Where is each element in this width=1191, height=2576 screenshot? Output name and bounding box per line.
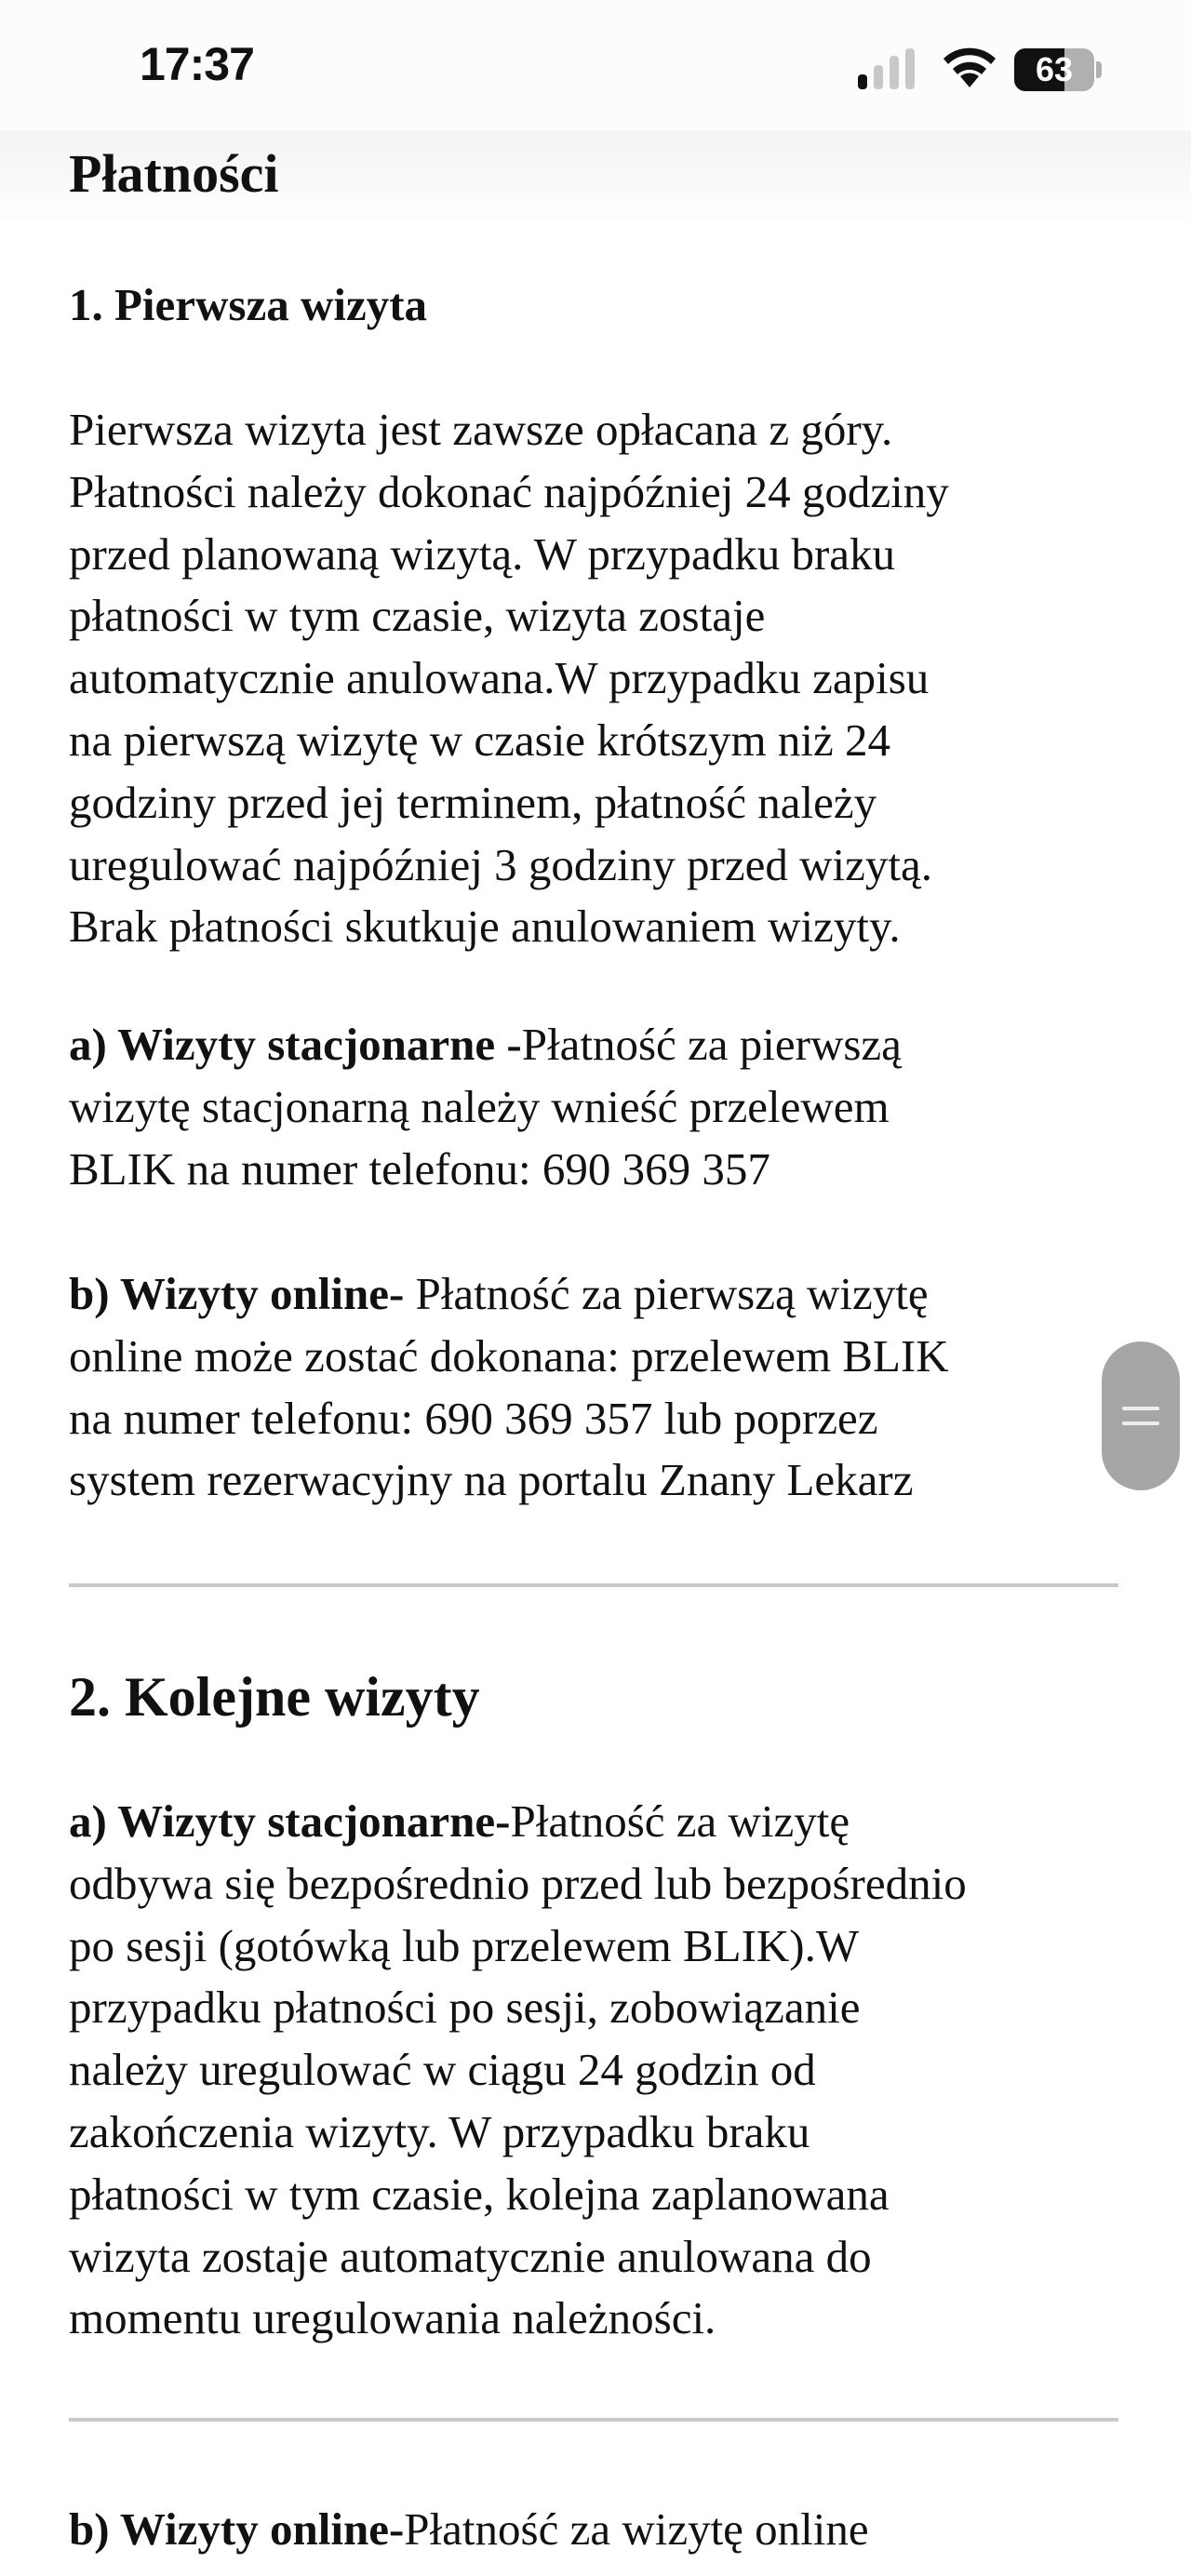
battery-level: 63 [1035,50,1074,88]
wifi-icon [940,45,999,98]
next-visits-stationary [69,1791,967,2350]
divider [69,1583,1118,1587]
text-line: Płatność za pierwszą wizytę [404,1268,929,1319]
text-line: BLIK na numer telefonu: 690 369 357 [69,1142,770,1195]
first-visit-intro [69,399,949,958]
first-visit-stationary [69,1014,902,1200]
scrollbar-handle[interactable] [1102,1341,1180,1490]
text-line: system rezerwacyjny na portalu Znany Lekarz [69,1454,914,1506]
text-line: przed planowaną wizytą. W przypadku braku [69,527,896,580]
text-line: Pierwsza wizyta jest zawsze opłacana z góry. [69,404,893,455]
text-line: Brak płatności skutkuje anulowaniem wizyty. [69,901,901,953]
next-visits-online [69,2499,869,2561]
text-line: płatności w tym czasie, wizyta zostaje [69,590,766,642]
battery-icon [1014,48,1094,91]
text-line: na pierwszą wizytę w czasie krótszym niż 24 [69,714,891,766]
bold-label: a) Wizyty stacjonarne- [69,1795,511,1847]
text-line: Płatności należy dokonać najpóźniej 24 godziny [69,465,949,517]
first-visit-online [69,1263,949,1512]
status-bar [0,0,1191,131]
text-line: odbywa się bezpośrednio przed lub bezpośrednio [69,1857,967,1909]
text-line: wizytę stacjonarną należy wnieść przelewem [69,1080,890,1132]
text-line: automatycznie anulowana.W przypadku zapisu [69,652,930,704]
text-line: po sesji (gotówką lub przelewem BLIK).W [69,1919,860,1971]
text-line: należy uregulować w ciągu 24 godzin od [69,2044,816,2096]
bold-label: b) Wizyty online- [69,2503,405,2555]
text-line: zakończenia wizyty. W przypadku braku [69,2105,810,2157]
battery-tip [1096,61,1102,78]
section-heading-first-visit: 1. Pierwsza wizyta [69,279,428,330]
divider [69,2418,1118,2422]
page-title: Płatności [69,143,279,204]
text-line: uregulować najpóźniej 3 godziny przed wizytą. [69,838,932,890]
text-line: Płatność za wizytę online [404,2503,869,2555]
text-line: wizyta zostaje automatycznie anulowana do [69,2230,872,2282]
bold-label: a) Wizyty stacjonarne - [69,1019,522,1070]
text-line: momentu uregulowania należności. [69,2292,716,2344]
text-line: Płatność za pierwszą [521,1019,902,1070]
text-line: Płatność za wizytę [510,1795,850,1847]
text-line: godziny przed jej terminem, płatność należy [69,776,877,828]
text-line: płatności w tym czasie, kolejna zaplanowana [69,2168,890,2220]
section-heading-next-visits: 2. Kolejne wizyty [69,1666,480,1728]
text-line: na numer telefonu: 690 369 357 lub poprzez [69,1392,878,1444]
bold-label: b) Wizyty online- [69,1268,405,1319]
text-line: online może zostać dokonana: przelewem BLIK [69,1329,949,1381]
text-line: przypadku płatności po sesji, zobowiązanie [69,1982,861,2034]
clock: 17:37 [140,38,254,90]
signal-icon [858,48,916,89]
